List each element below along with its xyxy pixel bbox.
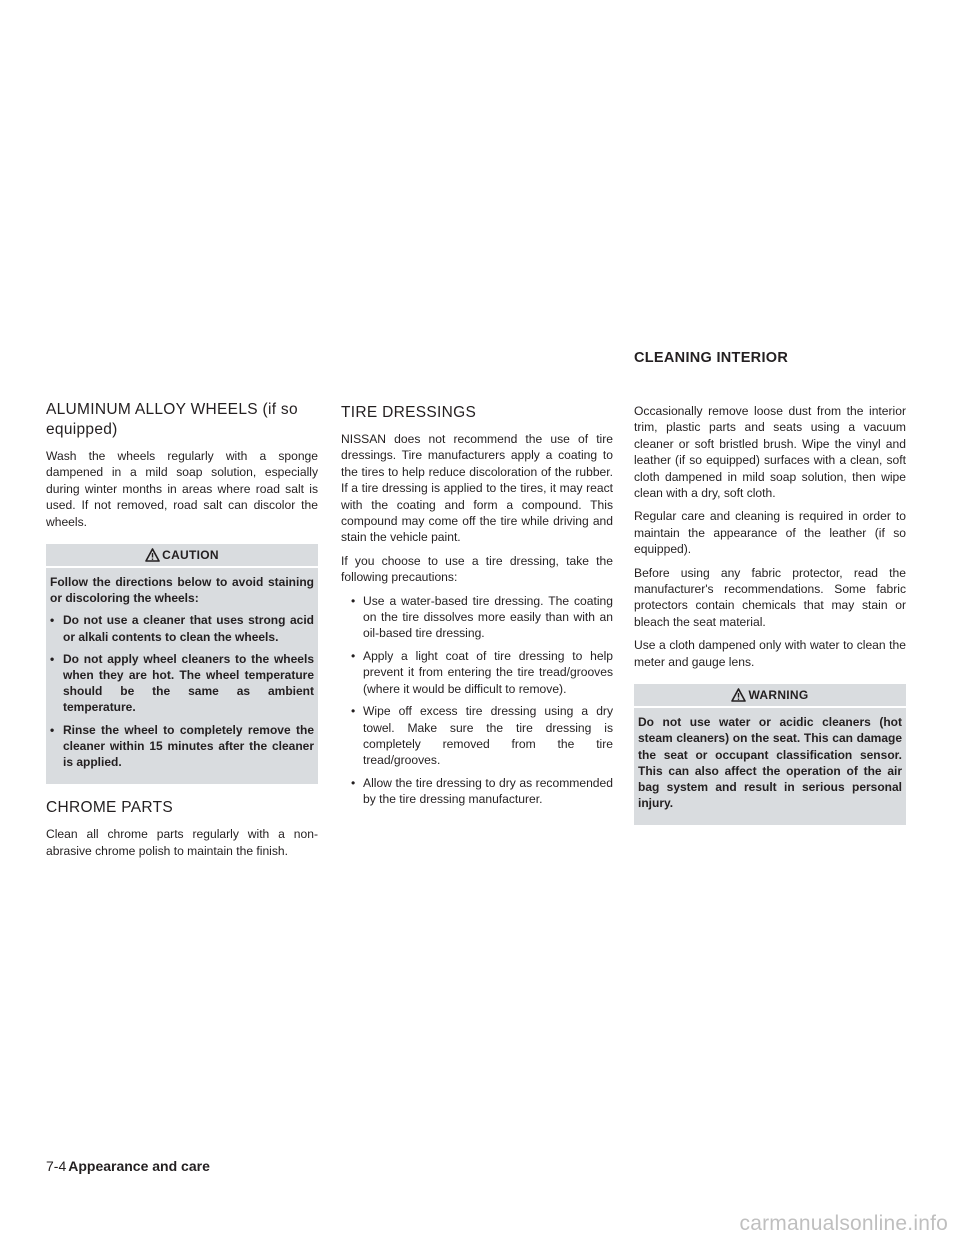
warning-header (634, 684, 906, 708)
tire-body-1: NISSAN does not recommend the use of tire dressings. Tire manufacturers apply a coating to the tires to help reduce discoloration of the rubber. If a tire dressing is applied to the tires, it may react with the coating and form a compound. This compound may come off the tire while driving and stain the vehicle paint. (341, 432, 613, 545)
page-footer (46, 1158, 210, 1174)
warning-label: WARNING (748, 688, 809, 703)
interior-paragraph-3: Before using any fabric protector, read the manufacturer's recommendations. Some fabric protectors contain chemicals that may stain or bleach the seat material. (634, 565, 906, 629)
caution-list (50, 612, 314, 770)
caution-box (46, 544, 318, 784)
caution-label: CAUTION (162, 548, 219, 563)
caution-header (46, 544, 318, 568)
warning-box (634, 684, 906, 825)
wheels-heading: ALUMINUM ALLOY WHEELS (if so equipped) (46, 401, 298, 438)
tire-precaution-item: • Wipe off excess tire dressing using a dry towel. Make sure the tire dressing is completely removed from the tire tread/grooves. (351, 703, 613, 769)
tire-precaution-item: • Allow the tire dressing to dry as recommended by the tire dressing manufacturer. (351, 775, 613, 808)
interior-paragraph-1: Occasionally remove loose dust from the interior trim, plastic parts and seats using a vacuum cleaner or soft bristled brush. Wipe the vinyl and leather (if so equipped) surfaces with a clean, soft cloth dampened in mild soap solution, then wipe clean with a dry, soft cloth. (634, 404, 906, 501)
wheels-body: Wash the wheels regularly with a sponge dampened in a mild soap solution, especially during winter months in areas where road salt is used. If not removed, road salt can discolor the wheels. (46, 449, 318, 529)
caution-item: • Do not apply wheel cleaners to the wheels when they are hot. The wheel temperature should be the same as ambient temperature. (50, 651, 314, 716)
column-left (46, 400, 318, 866)
page-number: 7-4 (46, 1158, 67, 1174)
section-title: CLEANING INTERIOR (634, 350, 789, 366)
interior-paragraph-2: Regular care and cleaning is required in order to maintain the appearance of the leather (if so equipped). (634, 509, 906, 557)
caution-item: • Rinse the wheel to completely remove the cleaner within 15 minutes after the cleaner is applied. (50, 722, 314, 771)
warning-text: Do not use water or acidic cleaners (hot steam cleaners) on the seat. This can damage the seat or occupant classification sensor. This can also affect the operation of the air bag system and result in serious personal injury. (638, 715, 902, 811)
warning-triangle-icon (731, 688, 746, 702)
column-middle (341, 403, 613, 814)
tire-precaution-item: • Apply a light coat of tire dressing to help prevent it from entering the tire tread/grooves (where it would be difficult to remove). (351, 648, 613, 697)
warning-triangle-icon (145, 548, 160, 562)
caution-intro: Follow the directions below to avoid staining or discoloring the wheels: (50, 575, 314, 606)
tire-precaution-item: • Use a water-based tire dressing. The coating on the tire dissolves more easily than with an oil-based tire dressing. (351, 593, 613, 642)
tire-precautions-list (341, 593, 613, 808)
tire-body-2: If you choose to use a tire dressing, take the following precautions: (341, 553, 613, 585)
tire-heading: TIRE DRESSINGS (341, 404, 477, 421)
chrome-body: Clean all chrome parts regularly with a non-abrasive chrome polish to maintain the finish. (46, 827, 318, 858)
watermark: carmanualsonline.info (739, 1212, 948, 1235)
interior-paragraph-4: Use a cloth dampened only with water to clean the meter and gauge lens. (634, 638, 906, 669)
chapter-title: Appearance and care (68, 1158, 210, 1174)
chrome-heading: CHROME PARTS (46, 799, 174, 817)
column-right (634, 403, 906, 839)
caution-item: • Do not use a cleaner that uses strong acid or alkali contents to clean the wheels. (50, 612, 314, 644)
